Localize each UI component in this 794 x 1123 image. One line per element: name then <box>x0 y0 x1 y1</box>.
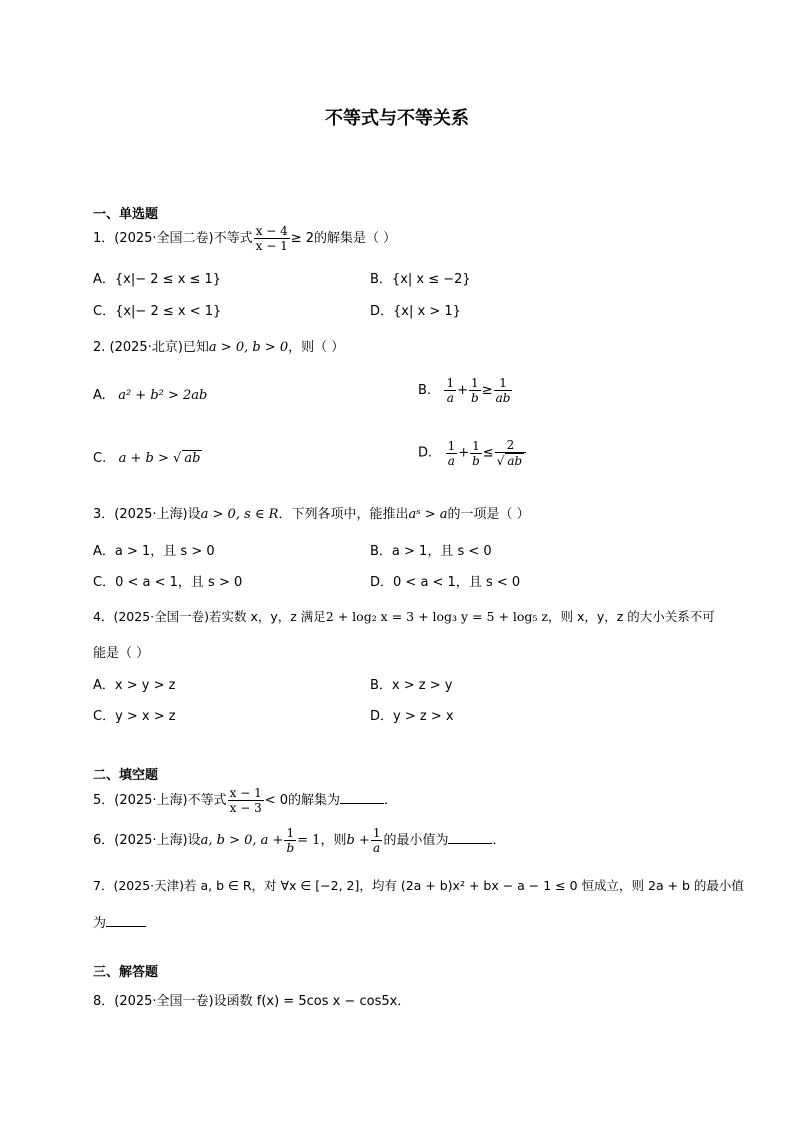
q2-option-c-label: C. <box>93 451 107 466</box>
q4-option-d: D．y > z > x <box>370 709 454 724</box>
question-6 <box>93 826 505 855</box>
q2-option-b <box>418 376 513 405</box>
q2-suffix: ，则（ ） <box>288 340 345 355</box>
page-title: 不等式与不等关系 <box>325 108 469 129</box>
q7-answer-blank[interactable] <box>106 914 146 927</box>
q5-end: ． <box>384 793 398 808</box>
question-3 <box>93 503 530 522</box>
section-heading-single-choice: 一、单选题 <box>93 207 159 222</box>
q2-d-plus: + <box>458 445 470 461</box>
q6-fraction-1: $\frac{1}{b}$ <box>286 826 295 855</box>
q3-option-d: D．0 < a < 1，且 s < 0 <box>370 575 521 590</box>
question-8: 8．(2025·全国一卷)设函数 f(x) = 5cos x − cos5x． <box>93 994 411 1009</box>
q1-fraction: $\frac{x - 4}{x - 1}$ <box>255 224 288 253</box>
q3-option-a: A．a > 1，且 s > 0 <box>93 544 215 559</box>
q6-condition: a, b > 0, a + <box>200 833 284 848</box>
question-4-line-1 <box>93 607 715 625</box>
q3-prefix: 3．(2025·上海)设 <box>93 507 201 522</box>
q2-option-d-label: D. <box>418 445 433 461</box>
q2-option-a-expr: a² + b² > 2ab <box>118 388 208 403</box>
q6-suffix: 的最小值为 <box>383 833 449 848</box>
q2-condition: a > 0, b > 0 <box>208 340 289 355</box>
q2-b-ge: ≥ <box>481 383 493 398</box>
q2-b-plus: + <box>457 383 469 398</box>
question-4-line-2: 能是（ ） <box>93 646 150 661</box>
q2-option-c-expr: a + b > <box>118 451 169 466</box>
q6-answer-blank[interactable] <box>448 831 492 844</box>
q1-prefix: 1．(2025·全国二卷)不等式 <box>93 231 253 246</box>
q2-b-frac-3: $\frac{1}{ab}$ <box>495 376 511 405</box>
q3-suffix: 的一项是（ ） <box>447 507 530 522</box>
q1-option-b: B．{x| x ≤ −2} <box>370 272 471 287</box>
q2-d-frac-3: $\frac{2}{√ ab}$ <box>495 438 527 468</box>
q1-suffix: ≥ 2的解集是（ ） <box>290 231 397 246</box>
section-heading-solution: 三、解答题 <box>93 965 159 980</box>
question-2 <box>93 336 344 355</box>
q5-prefix: 5．(2025·上海)不等式 <box>93 793 227 808</box>
q6-fraction-2: $\frac{1}{a}$ <box>372 826 381 855</box>
q4-suffix: ，则 x，y，z 的大小关系不可 <box>547 609 715 624</box>
question-5 <box>93 786 397 815</box>
question-7-line-2 <box>93 912 146 931</box>
q2-d-frac-2: $\frac{1}{b}$ <box>472 438 480 468</box>
q3-mid: ．下列各项中，能推出 <box>278 507 409 522</box>
q1-option-d: D．{x| x > 1} <box>370 304 461 319</box>
q2-option-a-label: A. <box>93 388 106 403</box>
q4-option-a: A．x > y > z <box>93 678 176 693</box>
q4-option-b: B．x > z > y <box>370 678 453 693</box>
q5-fraction: $\frac{x - 1}{x - 3}$ <box>229 786 262 815</box>
q2-option-c-root: ab <box>184 451 201 466</box>
q1-option-c: C．{x|− 2 ≤ x < 1} <box>93 304 222 319</box>
q2-option-c: C. a + b > √ ab <box>93 451 201 466</box>
section-heading-fill-in: 二、填空题 <box>93 768 159 783</box>
q4-prefix: 4．(2025·全国一卷)若实数 x，y，z 满足 <box>93 609 326 624</box>
question-1 <box>93 224 396 253</box>
question-7-line-1: 7．(2025·天津)若 a, b ∈ R，对 ∀x ∈ [−2, 2]，均有 (2a + b)x² + bx − a − 1 ≤ 0 恒成立，则 2a + b 的最小值 <box>93 878 744 893</box>
q5-answer-blank[interactable] <box>340 791 384 804</box>
q2-b-frac-2: $\frac{1}{b}$ <box>471 376 479 405</box>
q1-option-a: A．{x|− 2 ≤ x ≤ 1} <box>93 272 222 287</box>
q6-prefix: 6．(2025·上海)设 <box>93 833 201 848</box>
q2-d-frac-1: $\frac{1}{a}$ <box>447 438 456 468</box>
q2-b-frac-1: $\frac{1}{a}$ <box>446 376 455 405</box>
q6-eq: = 1 <box>297 833 321 848</box>
q2-option-d <box>418 438 527 468</box>
q2-option-a <box>93 388 207 403</box>
q2-prefix: 2. (2025·北京)已知 <box>93 340 209 355</box>
q3-option-b: B．a > 1，且 s < 0 <box>370 544 492 559</box>
q2-d-le: ≤ <box>482 445 494 461</box>
q6-expr: b + <box>346 833 370 848</box>
q7-line-2-text: 为 <box>93 916 107 931</box>
q6-end: ． <box>492 833 506 848</box>
q6-mid: ，则 <box>320 833 347 848</box>
q4-equation: 2 + log₂ x = 3 + log₃ y = 5 + log₅ z <box>325 609 548 624</box>
q5-suffix: < 0的解集为 <box>264 793 341 808</box>
q4-option-c: C．y > x > z <box>93 709 176 724</box>
q3-expr: aˢ > a <box>408 507 448 522</box>
q3-condition: a > 0, s ∈ R <box>200 507 279 522</box>
q2-option-b-label: B. <box>418 383 432 398</box>
q3-option-c: C．0 < a < 1，且 s > 0 <box>93 575 243 590</box>
